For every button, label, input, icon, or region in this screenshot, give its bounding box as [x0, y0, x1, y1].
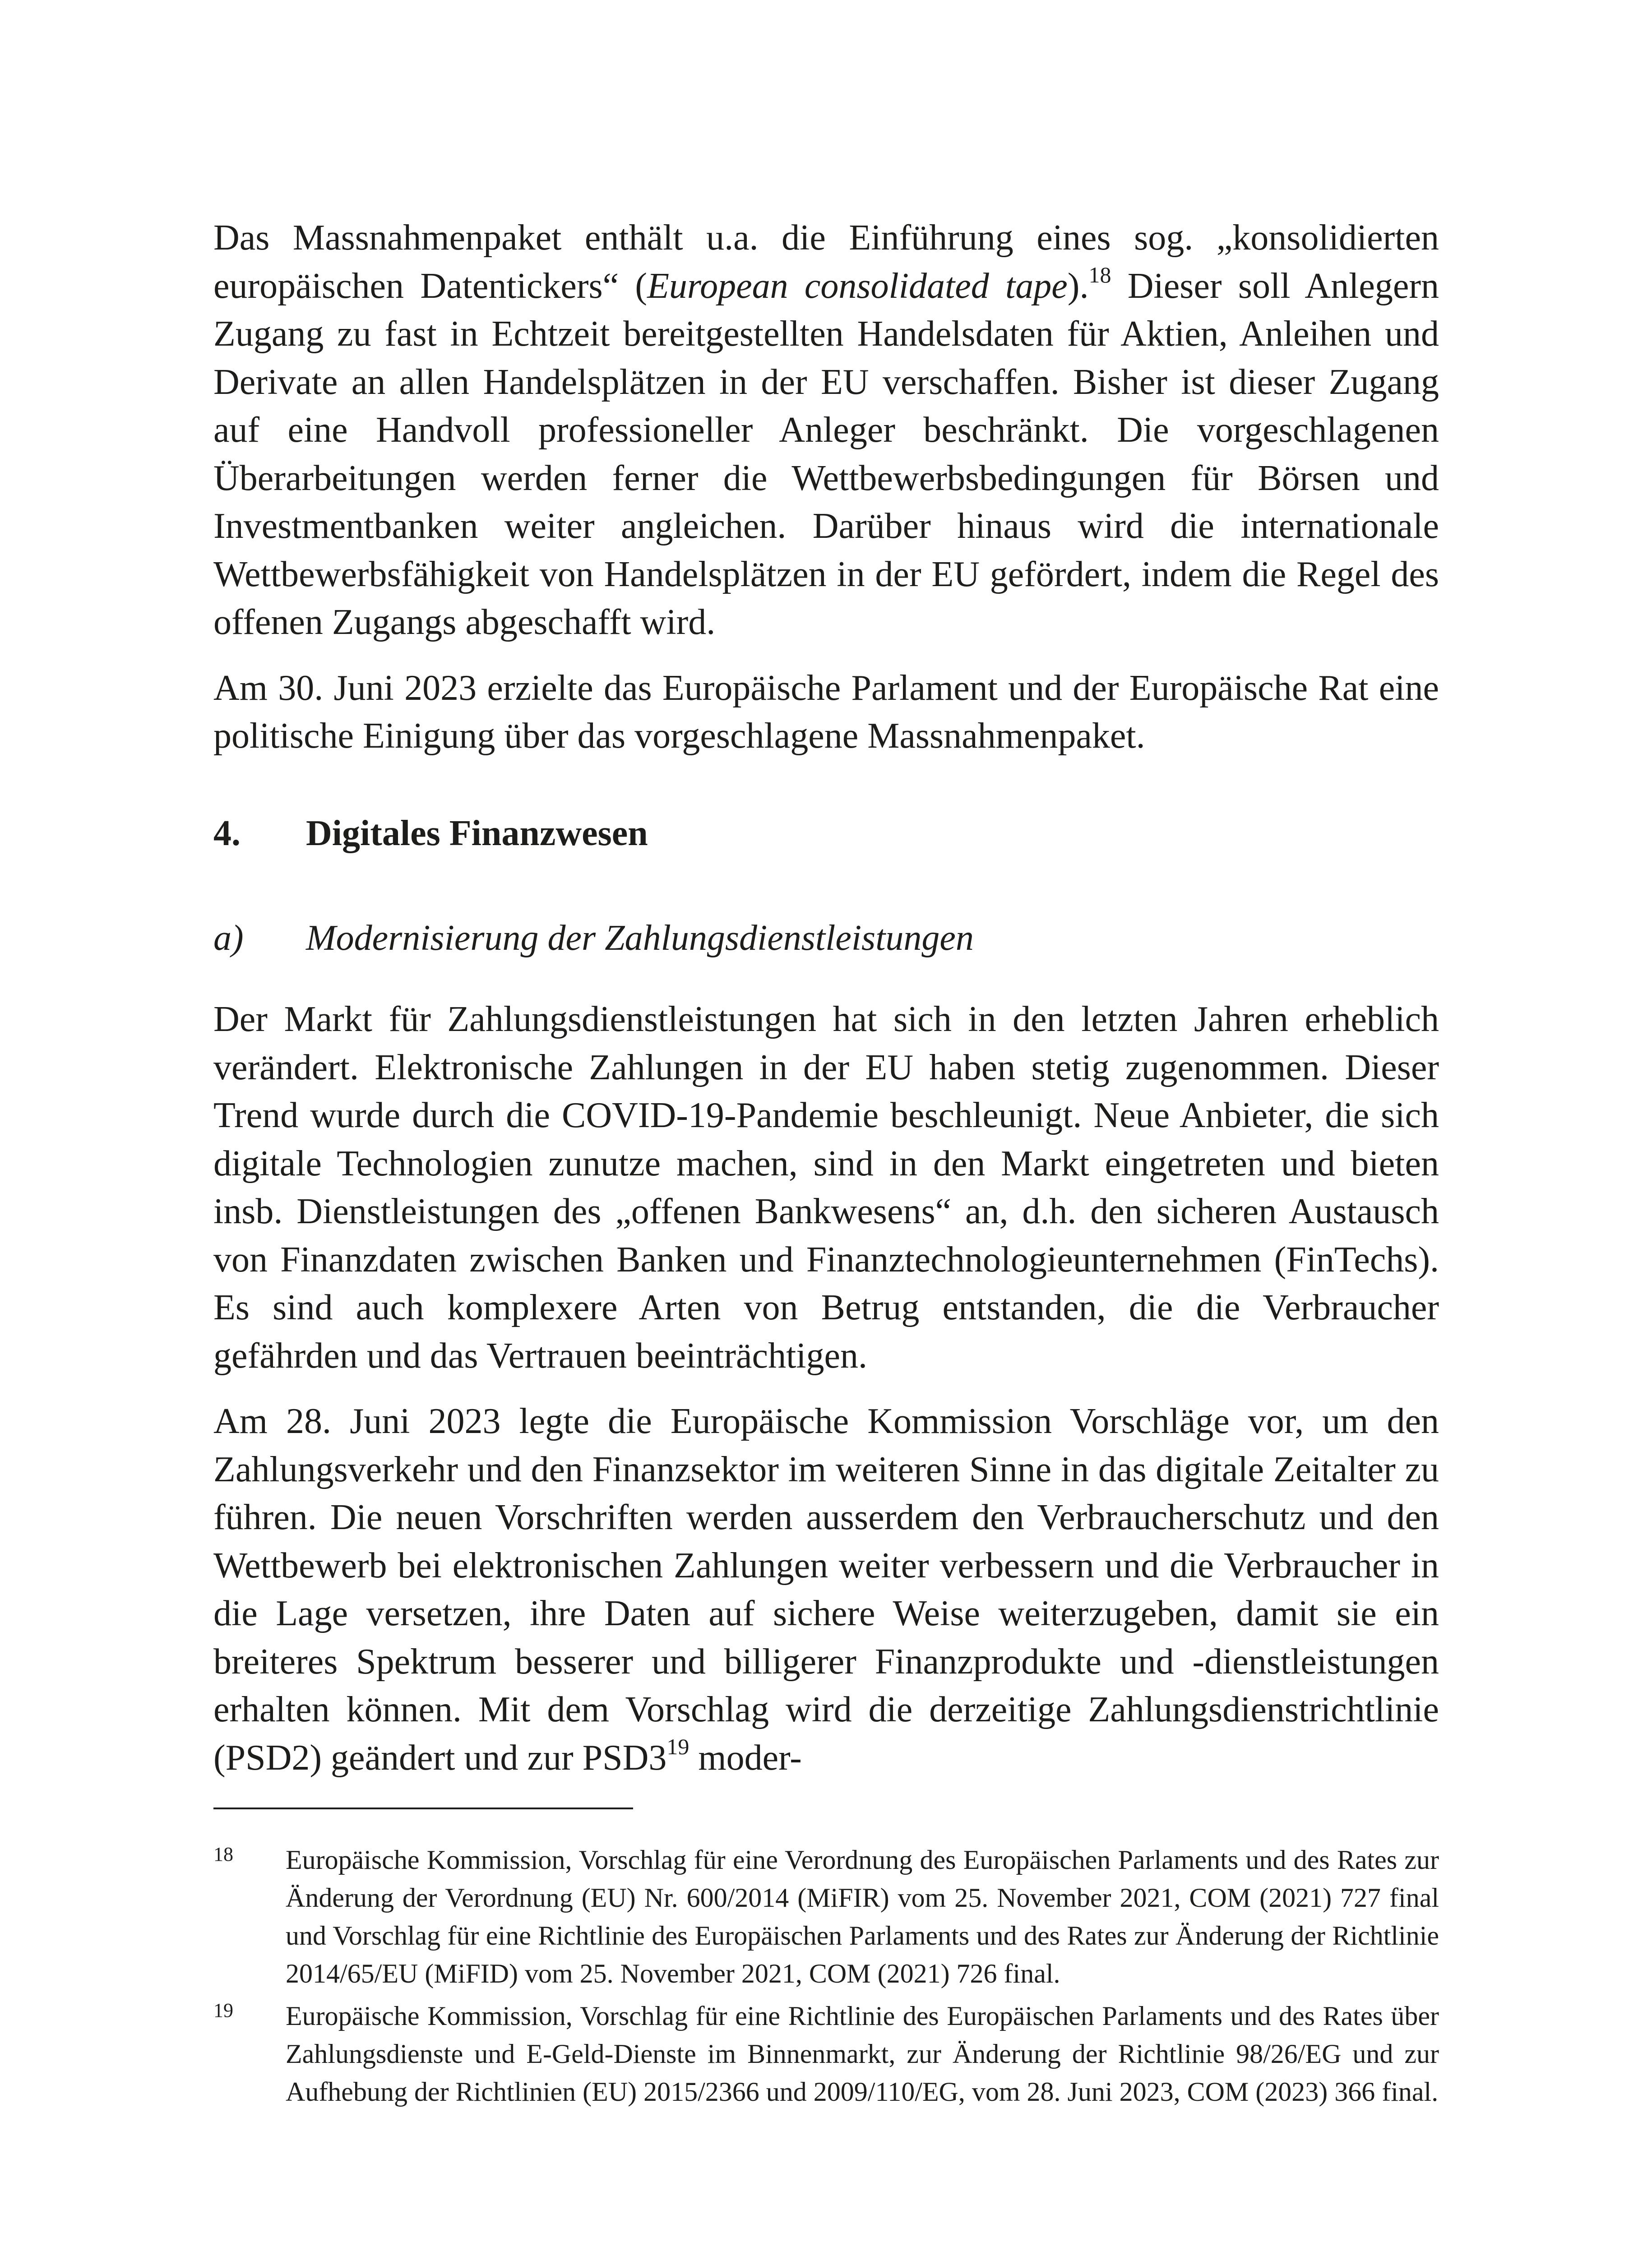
paragraph-psd3-proposal: [213, 1397, 1439, 1782]
paragraph-text: Dieser soll Anlegern Zugang zu fast in Echtzeit bereitgestellten Handelsdaten für Aktien, Anleihen und Derivate an allen Handelsplätzen in der EU verschaffen. Bisher ist dieser Zugang auf eine Handvoll professioneller Anleger beschränkt. Die vorgeschlagenen Überarbeitungen werden ferner die Wettbewerbsbedingungen für Börsen und Investmentbanken weiter angleichen. Darüber hinaus wird die internationale Wettbewerbsfähigkeit von Handelsplätzen in der EU gefördert, indem die Regel des offenen Zugangs abgeschafft wird.: [213, 266, 1439, 642]
footnote-number: 18: [213, 1843, 233, 1865]
footnote-19: [213, 1997, 1439, 2111]
paragraph-text: Am 28. Juni 2023 legte die Europäische Kommission Vorschläge vor, um den Zahlungsverkehr und den Finanzsektor im weiteren Sinne in das digitale Zeitalter zu führen. Die neuen Vorschriften werden ausserdem den Verbraucherschutz und den Wettbewerb bei elektronischen Zahlungen weiter verbessern und die Verbraucher in die Lage versetzen, ihre Daten auf sichere Weise weiterzugeben, damit sie ein breiteres Spektrum besserer und billigerer Finanzprodukte und -dienstleistungen erhalten können. Mit dem Vorschlag wird die derzeitige Zahlungsdienstrichtlinie (PSD2) geändert und zur PSD3: [213, 1401, 1439, 1778]
footnote-ref-19[interactable]: 19: [666, 1734, 689, 1759]
footnote-text: Europäische Kommission, Vorschlag für eine Verordnung des Europäischen Parlaments und des Rates zur Änderung der Verordnung (EU) Nr. 600/2014 (MiFIR) vom 25. November 2021, COM (2021) 727 final und Vorschlag für eine Richtlinie des Europäischen Parlaments und des Rates zur Änderung der Richtlinie 2014/65/EU (MiFID) vom 25. November 2021, COM (2021) 726 final.: [286, 1845, 1439, 1988]
section-heading: [213, 809, 1439, 857]
paragraph-italic-term: European consolidated tape: [647, 266, 1068, 306]
footnote-text: Europäische Kommission, Vorschlag für eine Richtlinie des Europäischen Parlaments und des Rates über Zahlungsdienste und E-Geld-Dienste im Binnenmarkt, zur Änderung der Richtlinie 98/26/EG und zur Aufhebung der Richtlinien (EU) 2015/2366 und 2009/110/EG, vom 28. Juni 2023, COM (2023) 366 final.: [286, 2001, 1439, 2107]
body-text-upper: [213, 214, 1439, 778]
subsection-number: a): [213, 918, 244, 958]
paragraph-political-agreement: Am 30. Juni 2023 erzielte das Europäische Parlament und der Europäische Rat eine politische Einigung über das vorgeschlagene Massnahmenpaket.: [213, 668, 1439, 756]
section-number: 4.: [213, 814, 241, 853]
paragraph-text: moder-: [689, 1738, 802, 1778]
subsection-title: Modernisierung der Zahlungsdienstleistungen: [306, 918, 974, 958]
paragraph-text: ).: [1067, 266, 1089, 306]
subsection-heading: [213, 914, 1439, 962]
section-title: Digitales Finanzwesen: [306, 814, 648, 853]
footnote-18: [213, 1841, 1439, 1992]
footnote-number: 19: [213, 1999, 233, 2021]
footnote-separator: [213, 1808, 633, 1809]
paragraph-consolidated-tape: [213, 214, 1439, 647]
paragraph-payment-market: Der Markt für Zahlungsdienstleistungen hat sich in den letzten Jahren erheblich verändert. Elektronische Zahlungen in der EU haben stetig zugenommen. Dieser Trend wurde durch die COVID-19-Pandemie beschleunigt. Neue Anbieter, die sich digitale Technologien zunutze machen, sind in den Markt eingetreten und bieten insb. Dienstleistungen des „offenen Bankwesens“ an, d.h. den sicheren Austausch von Finanzdaten zwischen Banken und Finanztechnologieunternehmen (FinTechs). Es sind auch komplexere Arten von Betrug entstanden, die die Verbraucher gefährden und das Vertrauen beeinträchtigen.: [213, 999, 1439, 1376]
footnote-ref-18[interactable]: 18: [1088, 262, 1111, 287]
footnotes: [213, 1841, 1439, 2115]
body-text-lower: [213, 995, 1439, 1799]
paragraph-text: Das Massnahmenpaket enthält u.a. die Einführung eines sog. „konsolidierten europäischen Datentickers“ (: [213, 218, 1439, 306]
